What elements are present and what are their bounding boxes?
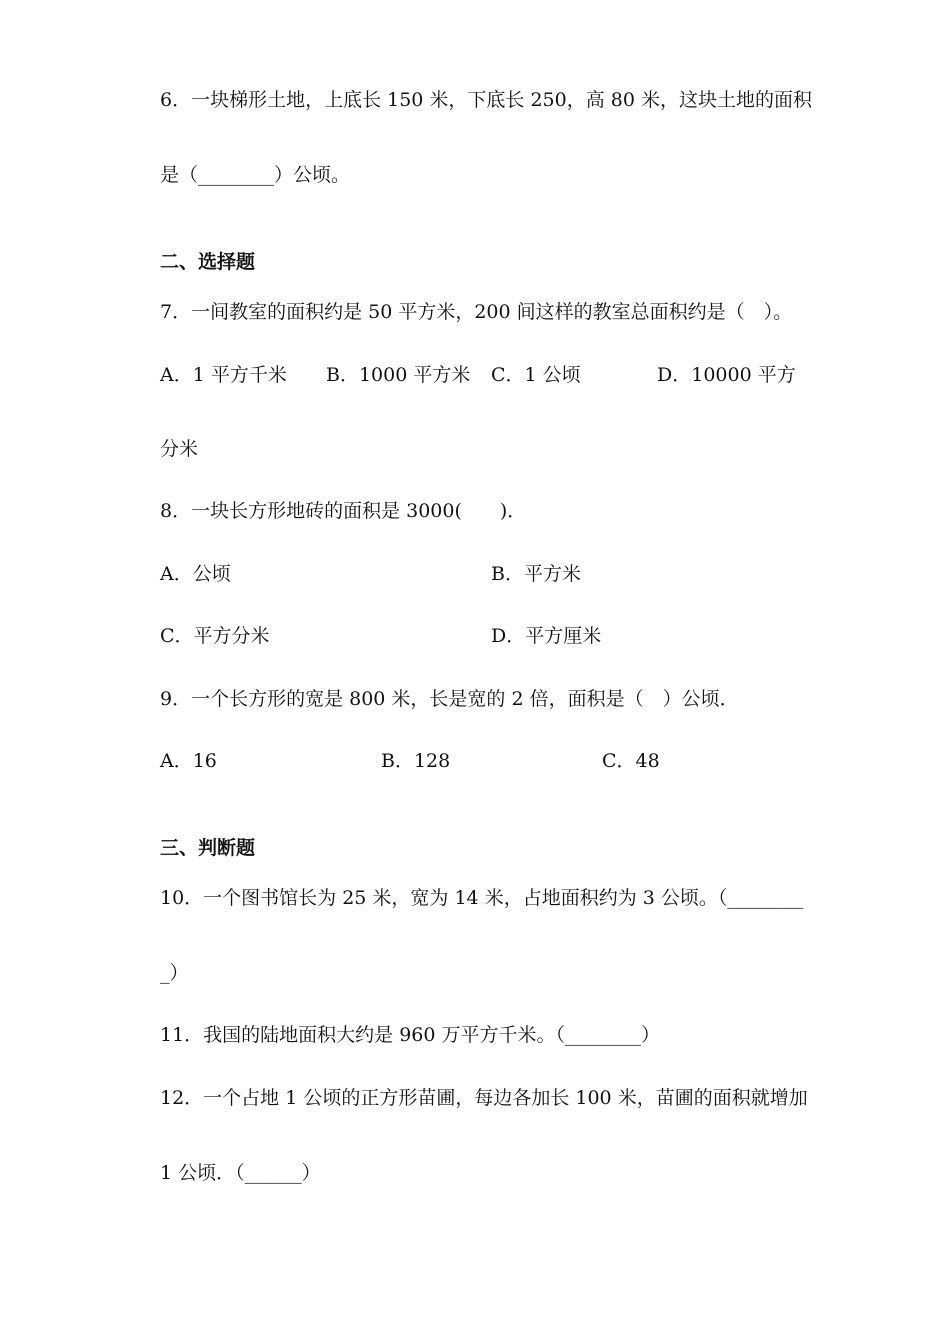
q7-option-a: A．1 平方千米 (160, 364, 287, 386)
q7-option-d: D．10000 平方 (657, 364, 796, 386)
q9-option-c: C．48 (602, 750, 660, 772)
q10-line-1: 10．一个图书馆长为 25 米，宽为 14 米，占地面积约为 3 公顷。（________ (160, 887, 804, 909)
q8-option-b: B．平方米 (491, 563, 581, 585)
q12-line-1: 12．一个占地 1 公顷的正方形苗圃，每边各加长 100 米，苗圃的面积就增加 (160, 1087, 808, 1109)
q6-line-1: 6．一块梯形土地，上底长 150 米，下底长 250，高 80 米，这块土地的面积 (160, 89, 812, 111)
q8-option-a: A．公顷 (160, 563, 231, 585)
q9-option-a: A．16 (160, 750, 217, 772)
q12-line-2: 1 公顷．（______） (160, 1162, 321, 1184)
q8-option-d: D．平方厘米 (491, 625, 602, 647)
q9-stem: 9．一个长方形的宽是 800 米，长是宽的 2 倍，面积是（ ）公顷． (160, 688, 739, 710)
q6-line-2: 是（________）公顷。 (160, 164, 351, 186)
q11-line-1: 11．我国的陆地面积大约是 960 万平方千米。（________） (160, 1024, 661, 1046)
q7-option-b: B．1000 平方米 (326, 364, 471, 386)
q7-option-d-continued: 分米 (160, 438, 199, 460)
section-heading-judgement: 三、判断题 (160, 837, 256, 859)
q7-option-c: C．1 公顷 (491, 364, 581, 386)
q8-stem: 8．一块长方形地砖的面积是 3000( )． (160, 500, 527, 522)
q9-option-b: B．128 (381, 750, 451, 772)
section-heading-choice: 二、选择题 (160, 251, 256, 273)
q10-line-2: _） (160, 962, 189, 984)
q8-option-c: C．平方分米 (160, 625, 270, 647)
q7-stem: 7．一间教室的面积约是 50 平方米，200 间这样的教室总面积约是（ ）。 (160, 301, 793, 323)
